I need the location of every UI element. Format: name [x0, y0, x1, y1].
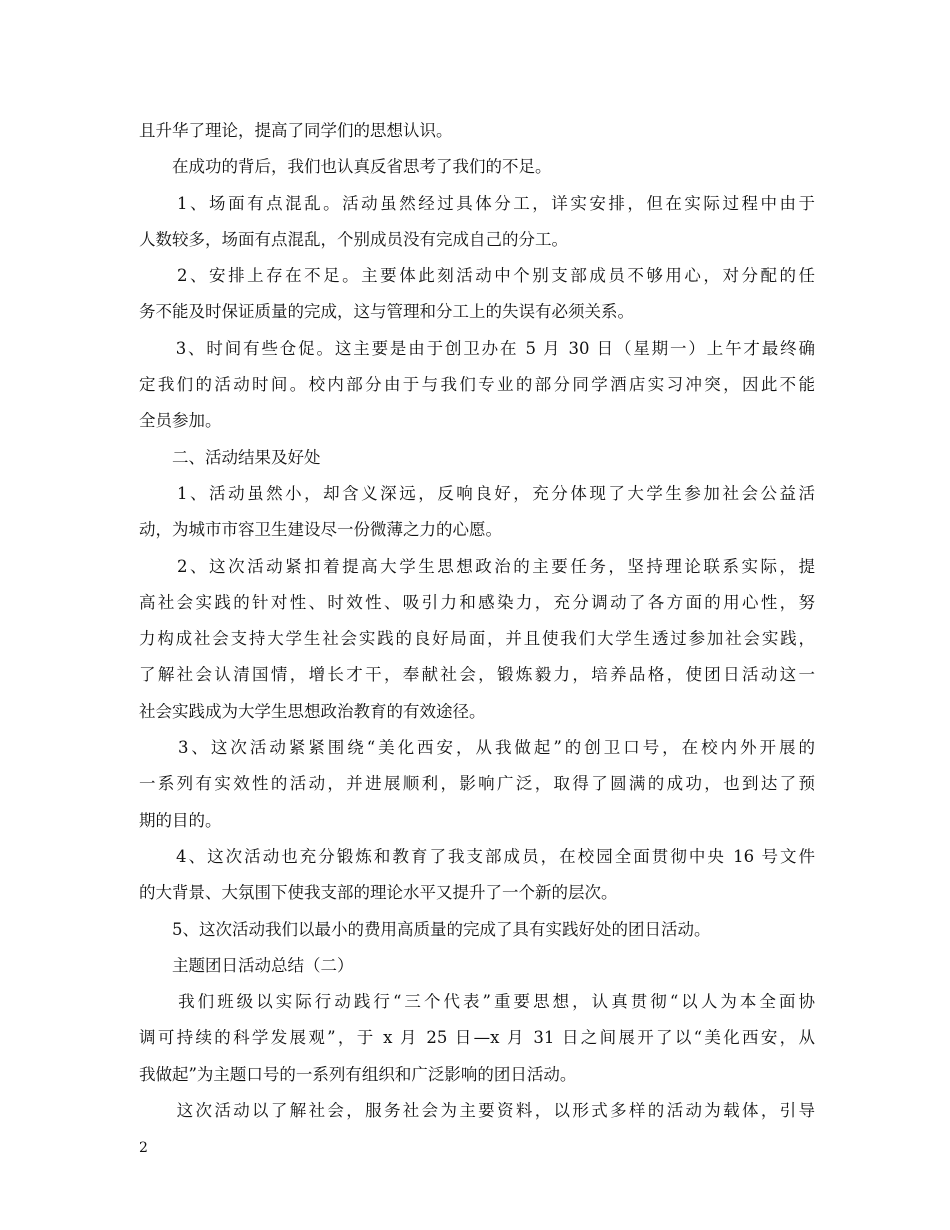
text-line: 2、安排上存在不足。主要体此刻活动中个别支部成员不够用心，对分配的任: [139, 266, 815, 286]
text-line: 的大背景、大氛围下使我支部的理论水平又提升了一个新的层次。: [139, 883, 618, 903]
text-line: 我做起”为主题口号的一系列有组织和广泛影响的团日活动。: [139, 1064, 577, 1084]
text-line: 社会实践成为大学生思想政治教育的有效途径。: [139, 701, 486, 721]
text-line: 主题团日活动总结（二）: [139, 955, 354, 975]
text-line: 高社会实践的针对性、时效性、吸引力和感染力，充分调动了各方面的用心性，努: [139, 592, 815, 612]
text-line: 3、这次活动紧紧围绕“美化西安，从我做起”的创卫口号，在校内外开展的: [139, 738, 815, 758]
text-line: 一系列有实效性的活动，并进展顺利，影响广泛，取得了圆满的成功，也到达了预: [139, 774, 815, 794]
text-line: 了解社会认清国情，增长才干，奉献社会，锻炼毅力，培养品格，使团日活动这一: [139, 665, 815, 685]
text-line: 期的目的。: [139, 810, 222, 830]
text-line: 力构成社会支持大学生社会实践的良好局面，并且使我们大学生透过参加社会实践，: [139, 629, 815, 649]
text-line: 4、这次活动也充分锻炼和教育了我支部成员，在校园全面贯彻中央 16 号文件: [139, 846, 815, 866]
text-line: 动，为城市市容卫生建设尽一份微薄之力的心愿。: [139, 520, 502, 540]
text-line: 1、活动虽然小，却含义深远，反响良好，充分体现了大学生参加社会公益活: [139, 483, 815, 503]
page-number: 2: [139, 1140, 148, 1156]
text-line: 我们班级以实际行动践行“三个代表”重要思想，认真贯彻“以人为本全面协: [139, 992, 815, 1012]
text-line: 务不能及时保证质量的完成，这与管理和分工上的失误有必须关系。: [139, 302, 634, 322]
text-line: 二、活动结果及好处: [139, 447, 321, 467]
text-line: 全员参加。: [139, 411, 222, 431]
text-line: 1、场面有点混乱。活动虽然经过具体分工，详实安排，但在实际过程中由于: [139, 193, 815, 213]
text-line: 5、这次活动我们以最小的费用高质量的完成了具有实践好处的团日活动。: [139, 919, 711, 939]
text-line: 人数较多，场面有点混乱，个别成员没有完成自己的分工。: [139, 229, 568, 249]
text-line: 这次活动以了解社会，服务社会为主要资料，以形式多样的活动为载体，引导: [139, 1101, 815, 1121]
text-line: 3、时间有些仓促。这主要是由于创卫办在 5 月 30 日（星期一）上午才最终确: [139, 338, 815, 358]
document-body: [139, 113, 815, 1129]
text-line: 且升华了理论，提高了同学们的思想认识。: [139, 121, 453, 140]
text-line: 在成功的背后，我们也认真反省思考了我们的不足。: [139, 157, 552, 177]
text-line: 调可持续的科学发展观”，于 x 月 25 日—x 月 31 日之间展开了以“美化西安，从: [139, 1028, 815, 1048]
text-line: 2、这次活动紧扣着提高大学生思想政治的主要任务，坚持理论联系实际，提: [139, 556, 815, 576]
text-line: 定我们的活动时间。校内部分由于与我们专业的部分同学酒店实习冲突，因此不能: [139, 375, 815, 395]
